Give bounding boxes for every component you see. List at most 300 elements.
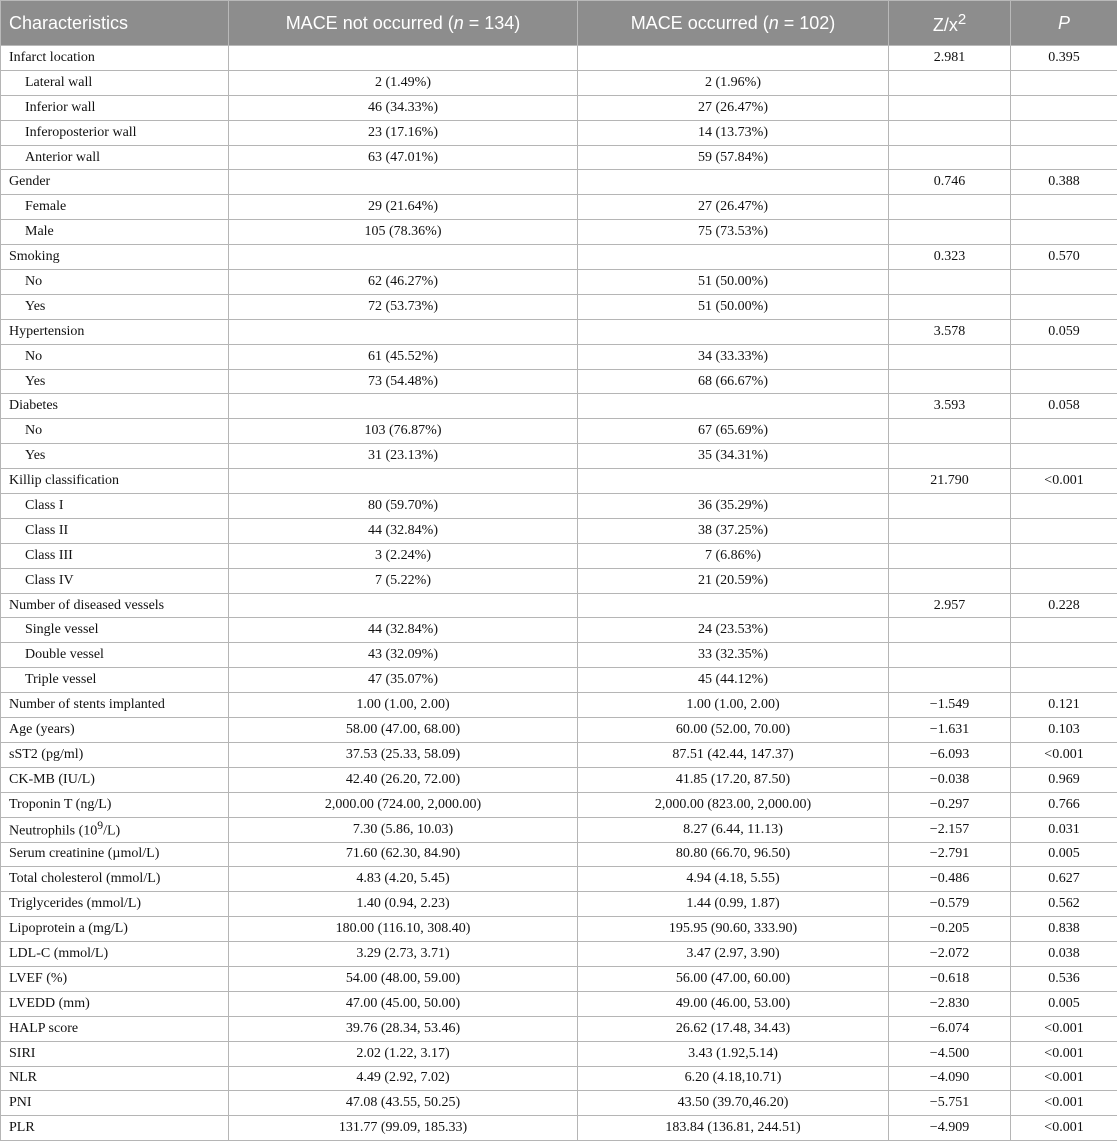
table-row	[1, 892, 1117, 917]
cell-mace-occurred: 51 (50.00%)	[578, 270, 889, 295]
row-label	[1, 593, 229, 618]
cell-mace-occurred: 41.85 (17.20, 87.50)	[578, 767, 889, 792]
row-label	[1, 693, 229, 718]
table-header	[1, 1, 1117, 46]
cell-p-value	[1011, 668, 1117, 693]
table-row	[1, 767, 1117, 792]
cell-p-value: 0.005	[1011, 842, 1117, 867]
row-label-text: Class II	[25, 523, 68, 538]
cell-statistic	[889, 494, 1011, 519]
cell-mace-not-occurred: 31 (23.13%)	[229, 444, 578, 469]
table-row	[1, 867, 1117, 892]
cell-statistic: −4.909	[889, 1116, 1011, 1141]
row-label-text: LDL-C (mmol/L)	[9, 946, 108, 961]
header-mace-occurred-post: = 102)	[779, 13, 836, 33]
cell-statistic	[889, 70, 1011, 95]
table-row	[1, 718, 1117, 743]
cell-statistic: 0.746	[889, 170, 1011, 195]
table-body	[1, 46, 1117, 1141]
cell-statistic	[889, 369, 1011, 394]
table-row	[1, 195, 1117, 220]
row-label	[1, 319, 229, 344]
cell-mace-not-occurred: 7 (5.22%)	[229, 568, 578, 593]
cell-statistic: −6.093	[889, 742, 1011, 767]
header-mace-not-occurred	[229, 1, 578, 46]
row-label-text: sST2 (pg/ml)	[9, 747, 83, 762]
row-label-text: Age (years)	[9, 722, 75, 737]
table-row	[1, 991, 1117, 1016]
cell-p-value: <0.001	[1011, 1091, 1117, 1116]
cell-mace-occurred: 51 (50.00%)	[578, 294, 889, 319]
cell-statistic	[889, 518, 1011, 543]
table-row	[1, 1091, 1117, 1116]
table-row	[1, 469, 1117, 494]
cell-statistic	[889, 95, 1011, 120]
cell-mace-occurred: 14 (13.73%)	[578, 120, 889, 145]
row-label-text: Hypertension	[9, 324, 84, 339]
cell-mace-occurred: 38 (37.25%)	[578, 518, 889, 543]
cell-mace-not-occurred: 73 (54.48%)	[229, 369, 578, 394]
row-label-text: Number of stents implanted	[9, 697, 165, 712]
table-row	[1, 917, 1117, 942]
row-label	[1, 1041, 229, 1066]
cell-mace-occurred: 2,000.00 (823.00, 2,000.00)	[578, 792, 889, 817]
table-row	[1, 618, 1117, 643]
cell-mace-not-occurred: 71.60 (62.30, 84.90)	[229, 842, 578, 867]
table-row	[1, 220, 1117, 245]
cell-statistic: −0.297	[889, 792, 1011, 817]
row-label-text: Single vessel	[25, 622, 99, 637]
cell-statistic: −0.486	[889, 867, 1011, 892]
cell-mace-occurred	[578, 469, 889, 494]
cell-p-value	[1011, 543, 1117, 568]
cell-p-value: 0.031	[1011, 817, 1117, 842]
cell-statistic	[889, 419, 1011, 444]
row-label	[1, 867, 229, 892]
row-label-text: Yes	[25, 448, 45, 463]
table-row	[1, 817, 1117, 842]
row-label	[1, 294, 229, 319]
cell-statistic	[889, 195, 1011, 220]
cell-mace-not-occurred: 2,000.00 (724.00, 2,000.00)	[229, 792, 578, 817]
cell-mace-not-occurred: 180.00 (116.10, 308.40)	[229, 917, 578, 942]
table-row	[1, 643, 1117, 668]
row-label-text: NLR	[9, 1070, 37, 1085]
cell-mace-occurred: 21 (20.59%)	[578, 568, 889, 593]
row-label	[1, 991, 229, 1016]
cell-p-value: <0.001	[1011, 1116, 1117, 1141]
row-label	[1, 419, 229, 444]
row-label	[1, 518, 229, 543]
table-row	[1, 966, 1117, 991]
cell-p-value: 0.395	[1011, 46, 1117, 71]
table-row	[1, 792, 1117, 817]
row-label	[1, 668, 229, 693]
cell-p-value	[1011, 643, 1117, 668]
cell-p-value	[1011, 618, 1117, 643]
row-label-text: Neutrophils (10	[9, 824, 97, 839]
cell-mace-not-occurred: 131.77 (99.09, 185.33)	[229, 1116, 578, 1141]
table-row	[1, 394, 1117, 419]
table-row	[1, 693, 1117, 718]
cell-p-value	[1011, 95, 1117, 120]
cell-mace-occurred: 35 (34.31%)	[578, 444, 889, 469]
cell-mace-not-occurred: 80 (59.70%)	[229, 494, 578, 519]
row-label-sup: 9	[97, 819, 103, 832]
table-row	[1, 543, 1117, 568]
cell-statistic: −2.157	[889, 817, 1011, 842]
row-label-text: LVEDD (mm)	[9, 996, 90, 1011]
cell-mace-occurred: 2 (1.96%)	[578, 70, 889, 95]
row-label-text: Yes	[25, 299, 45, 314]
cell-statistic	[889, 294, 1011, 319]
cell-mace-occurred: 43.50 (39.70,46.20)	[578, 1091, 889, 1116]
header-statistic-sup: 2	[958, 11, 966, 28]
cell-mace-not-occurred: 47 (35.07%)	[229, 668, 578, 693]
cell-mace-occurred: 45 (44.12%)	[578, 668, 889, 693]
cell-statistic: −0.618	[889, 966, 1011, 991]
cell-mace-occurred: 67 (65.69%)	[578, 419, 889, 444]
row-label	[1, 643, 229, 668]
cell-statistic: −6.074	[889, 1016, 1011, 1041]
cell-statistic: −0.205	[889, 917, 1011, 942]
row-label	[1, 817, 229, 842]
cell-mace-not-occurred	[229, 319, 578, 344]
row-label	[1, 718, 229, 743]
cell-p-value: <0.001	[1011, 742, 1117, 767]
cell-statistic: 0.323	[889, 245, 1011, 270]
cell-statistic: −1.631	[889, 718, 1011, 743]
cell-mace-not-occurred: 1.00 (1.00, 2.00)	[229, 693, 578, 718]
cell-p-value	[1011, 120, 1117, 145]
cell-mace-occurred: 4.94 (4.18, 5.55)	[578, 867, 889, 892]
row-label	[1, 70, 229, 95]
cell-statistic	[889, 543, 1011, 568]
row-label-text: Serum creatinine (µmol/L)	[9, 846, 159, 861]
cell-statistic: −0.579	[889, 892, 1011, 917]
cell-statistic: −4.090	[889, 1066, 1011, 1091]
cell-p-value: 0.228	[1011, 593, 1117, 618]
row-label	[1, 618, 229, 643]
cell-p-value: 0.121	[1011, 693, 1117, 718]
cell-mace-not-occurred: 54.00 (48.00, 59.00)	[229, 966, 578, 991]
row-label-text: CK-MB (IU/L)	[9, 772, 95, 787]
table-row	[1, 46, 1117, 71]
cell-p-value	[1011, 195, 1117, 220]
row-label-text: Smoking	[9, 249, 60, 264]
cell-statistic: −5.751	[889, 1091, 1011, 1116]
cell-p-value: 0.059	[1011, 319, 1117, 344]
row-label	[1, 1066, 229, 1091]
cell-p-value: 0.627	[1011, 867, 1117, 892]
table-row	[1, 319, 1117, 344]
cell-mace-occurred: 56.00 (47.00, 60.00)	[578, 966, 889, 991]
cell-p-value	[1011, 568, 1117, 593]
row-label	[1, 469, 229, 494]
cell-statistic: −1.549	[889, 693, 1011, 718]
cell-mace-not-occurred	[229, 469, 578, 494]
cell-mace-occurred: 7 (6.86%)	[578, 543, 889, 568]
table-row	[1, 95, 1117, 120]
cell-p-value: 0.562	[1011, 892, 1117, 917]
cell-mace-occurred: 3.47 (2.97, 3.90)	[578, 942, 889, 967]
cell-mace-not-occurred: 58.00 (47.00, 68.00)	[229, 718, 578, 743]
table-row	[1, 1016, 1117, 1041]
table-row	[1, 668, 1117, 693]
header-mace-not-occurred-post: = 134)	[464, 13, 521, 33]
cell-mace-not-occurred: 103 (76.87%)	[229, 419, 578, 444]
header-row	[1, 1, 1117, 46]
cell-mace-not-occurred: 2 (1.49%)	[229, 70, 578, 95]
table-row	[1, 494, 1117, 519]
cell-p-value: 0.969	[1011, 767, 1117, 792]
header-mace-occurred-n: n	[769, 13, 779, 33]
row-label	[1, 220, 229, 245]
table-row	[1, 742, 1117, 767]
row-label	[1, 892, 229, 917]
row-label	[1, 170, 229, 195]
cell-statistic	[889, 145, 1011, 170]
cell-mace-occurred: 183.84 (136.81, 244.51)	[578, 1116, 889, 1141]
row-label-text: Troponin T (ng/L)	[9, 797, 111, 812]
row-label-text: Infarct location	[9, 50, 95, 65]
cell-statistic: 2.981	[889, 46, 1011, 71]
row-label-text: Class IV	[25, 573, 74, 588]
row-label	[1, 270, 229, 295]
row-label-text: Anterior wall	[25, 150, 100, 165]
row-label-text: Triglycerides (mmol/L)	[9, 896, 141, 911]
table-row	[1, 593, 1117, 618]
cell-mace-occurred: 8.27 (6.44, 11.13)	[578, 817, 889, 842]
cell-mace-not-occurred: 1.40 (0.94, 2.23)	[229, 892, 578, 917]
row-label-text: PLR	[9, 1120, 35, 1135]
header-mace-occurred-pre: MACE occurred (	[631, 13, 769, 33]
cell-mace-not-occurred: 62 (46.27%)	[229, 270, 578, 295]
cell-mace-not-occurred: 46 (34.33%)	[229, 95, 578, 120]
row-label	[1, 344, 229, 369]
cell-mace-not-occurred: 29 (21.64%)	[229, 195, 578, 220]
table-row	[1, 344, 1117, 369]
cell-p-value	[1011, 220, 1117, 245]
cell-mace-not-occurred: 72 (53.73%)	[229, 294, 578, 319]
row-label	[1, 543, 229, 568]
cell-p-value	[1011, 369, 1117, 394]
cell-statistic: −2.072	[889, 942, 1011, 967]
cell-p-value: 0.536	[1011, 966, 1117, 991]
row-label	[1, 568, 229, 593]
cell-p-value: 0.766	[1011, 792, 1117, 817]
row-label	[1, 195, 229, 220]
cell-mace-occurred: 27 (26.47%)	[578, 195, 889, 220]
cell-mace-not-occurred: 47.00 (45.00, 50.00)	[229, 991, 578, 1016]
cell-mace-not-occurred: 37.53 (25.33, 58.09)	[229, 742, 578, 767]
cell-statistic	[889, 220, 1011, 245]
cell-p-value: <0.001	[1011, 1041, 1117, 1066]
cell-p-value: 0.058	[1011, 394, 1117, 419]
row-label	[1, 767, 229, 792]
row-label-text: Female	[25, 199, 66, 214]
cell-mace-occurred	[578, 170, 889, 195]
cell-p-value	[1011, 344, 1117, 369]
header-statistic	[889, 1, 1011, 46]
cell-statistic: −0.038	[889, 767, 1011, 792]
cell-statistic: −4.500	[889, 1041, 1011, 1066]
header-mace-not-occurred-n: n	[454, 13, 464, 33]
cell-mace-occurred: 68 (66.67%)	[578, 369, 889, 394]
table-row	[1, 245, 1117, 270]
row-label	[1, 1091, 229, 1116]
table-row	[1, 1116, 1117, 1141]
cell-mace-not-occurred: 47.08 (43.55, 50.25)	[229, 1091, 578, 1116]
row-label	[1, 394, 229, 419]
cell-p-value	[1011, 270, 1117, 295]
cell-mace-occurred: 87.51 (42.44, 147.37)	[578, 742, 889, 767]
cell-mace-not-occurred: 23 (17.16%)	[229, 120, 578, 145]
row-label-text: Lateral wall	[25, 75, 92, 90]
cell-mace-not-occurred	[229, 593, 578, 618]
cell-statistic: 3.593	[889, 394, 1011, 419]
table-row	[1, 419, 1117, 444]
row-label	[1, 120, 229, 145]
cell-p-value	[1011, 294, 1117, 319]
row-label-text: Male	[25, 224, 54, 239]
row-label-text: Killip classification	[9, 473, 119, 488]
header-characteristics: Characteristics	[1, 1, 229, 46]
row-label-text: SIRI	[9, 1046, 35, 1061]
cell-mace-not-occurred	[229, 170, 578, 195]
cell-mace-not-occurred: 3.29 (2.73, 3.71)	[229, 942, 578, 967]
table-row	[1, 294, 1117, 319]
cell-mace-occurred: 24 (23.53%)	[578, 618, 889, 643]
cell-mace-occurred: 80.80 (66.70, 96.50)	[578, 842, 889, 867]
cell-statistic	[889, 668, 1011, 693]
cell-mace-not-occurred	[229, 46, 578, 71]
row-label	[1, 942, 229, 967]
cell-statistic	[889, 643, 1011, 668]
cell-statistic: 21.790	[889, 469, 1011, 494]
cell-mace-occurred	[578, 593, 889, 618]
cell-mace-occurred	[578, 319, 889, 344]
table-row	[1, 518, 1117, 543]
row-label-text: Total cholesterol (mmol/L)	[9, 871, 160, 886]
row-label	[1, 95, 229, 120]
row-label	[1, 369, 229, 394]
cell-mace-not-occurred: 3 (2.24%)	[229, 543, 578, 568]
table-row	[1, 145, 1117, 170]
header-mace-not-occurred-pre: MACE not occurred (	[286, 13, 454, 33]
table-row	[1, 1041, 1117, 1066]
row-label-text: Triple vessel	[25, 672, 96, 687]
table-row	[1, 1066, 1117, 1091]
header-p-value	[1011, 1, 1117, 46]
row-label-text: Lipoprotein a (mg/L)	[9, 921, 128, 936]
cell-p-value	[1011, 419, 1117, 444]
cell-mace-occurred	[578, 394, 889, 419]
row-label	[1, 792, 229, 817]
cell-mace-occurred: 34 (33.33%)	[578, 344, 889, 369]
cell-p-value: 0.388	[1011, 170, 1117, 195]
cell-p-value: <0.001	[1011, 469, 1117, 494]
cell-mace-not-occurred: 43 (32.09%)	[229, 643, 578, 668]
cell-mace-occurred: 59 (57.84%)	[578, 145, 889, 170]
row-label	[1, 145, 229, 170]
cell-statistic	[889, 618, 1011, 643]
table-row	[1, 70, 1117, 95]
row-label-post: /L)	[103, 824, 120, 839]
row-label-text: Class I	[25, 498, 64, 513]
cell-mace-not-occurred	[229, 394, 578, 419]
cell-mace-not-occurred: 7.30 (5.86, 10.03)	[229, 817, 578, 842]
row-label-text: No	[25, 274, 42, 289]
cell-mace-occurred: 26.62 (17.48, 34.43)	[578, 1016, 889, 1041]
cell-mace-not-occurred: 39.76 (28.34, 53.46)	[229, 1016, 578, 1041]
cell-p-value: 0.838	[1011, 917, 1117, 942]
cell-statistic	[889, 344, 1011, 369]
row-label	[1, 917, 229, 942]
header-statistic-text: Z/x	[933, 15, 958, 35]
table-row	[1, 568, 1117, 593]
cell-statistic: 3.578	[889, 319, 1011, 344]
cell-mace-not-occurred: 63 (47.01%)	[229, 145, 578, 170]
cell-mace-occurred: 33 (32.35%)	[578, 643, 889, 668]
cell-p-value: <0.001	[1011, 1016, 1117, 1041]
cell-p-value	[1011, 145, 1117, 170]
table-row	[1, 369, 1117, 394]
cell-statistic	[889, 270, 1011, 295]
cell-mace-not-occurred: 44 (32.84%)	[229, 618, 578, 643]
cell-p-value: 0.005	[1011, 991, 1117, 1016]
row-label-text: Inferoposterior wall	[25, 125, 137, 140]
cell-mace-not-occurred	[229, 245, 578, 270]
table-row	[1, 270, 1117, 295]
row-label-text: Class III	[25, 548, 73, 563]
row-label-text: LVEF (%)	[9, 971, 67, 986]
table-row	[1, 170, 1117, 195]
cell-statistic: −2.830	[889, 991, 1011, 1016]
cell-p-value	[1011, 70, 1117, 95]
cell-statistic: 2.957	[889, 593, 1011, 618]
row-label	[1, 1016, 229, 1041]
row-label	[1, 966, 229, 991]
cell-mace-not-occurred: 61 (45.52%)	[229, 344, 578, 369]
cell-mace-not-occurred: 4.83 (4.20, 5.45)	[229, 867, 578, 892]
row-label	[1, 742, 229, 767]
table-row	[1, 444, 1117, 469]
cell-mace-occurred: 36 (35.29%)	[578, 494, 889, 519]
row-label	[1, 842, 229, 867]
cell-mace-occurred: 60.00 (52.00, 70.00)	[578, 718, 889, 743]
cell-mace-not-occurred: 44 (32.84%)	[229, 518, 578, 543]
row-label	[1, 1116, 229, 1141]
row-label-text: Double vessel	[25, 647, 104, 662]
row-label-text: Diabetes	[9, 398, 58, 413]
cell-statistic: −2.791	[889, 842, 1011, 867]
cell-mace-not-occurred: 2.02 (1.22, 3.17)	[229, 1041, 578, 1066]
row-label	[1, 245, 229, 270]
cell-mace-occurred: 1.44 (0.99, 1.87)	[578, 892, 889, 917]
cell-statistic	[889, 568, 1011, 593]
header-mace-occurred	[578, 1, 889, 46]
cell-mace-occurred: 6.20 (4.18,10.71)	[578, 1066, 889, 1091]
cell-mace-occurred: 27 (26.47%)	[578, 95, 889, 120]
row-label-text: No	[25, 349, 42, 364]
cell-p-value: 0.570	[1011, 245, 1117, 270]
row-label	[1, 494, 229, 519]
cell-mace-occurred: 1.00 (1.00, 2.00)	[578, 693, 889, 718]
cell-mace-occurred: 75 (73.53%)	[578, 220, 889, 245]
row-label	[1, 46, 229, 71]
table-row	[1, 842, 1117, 867]
